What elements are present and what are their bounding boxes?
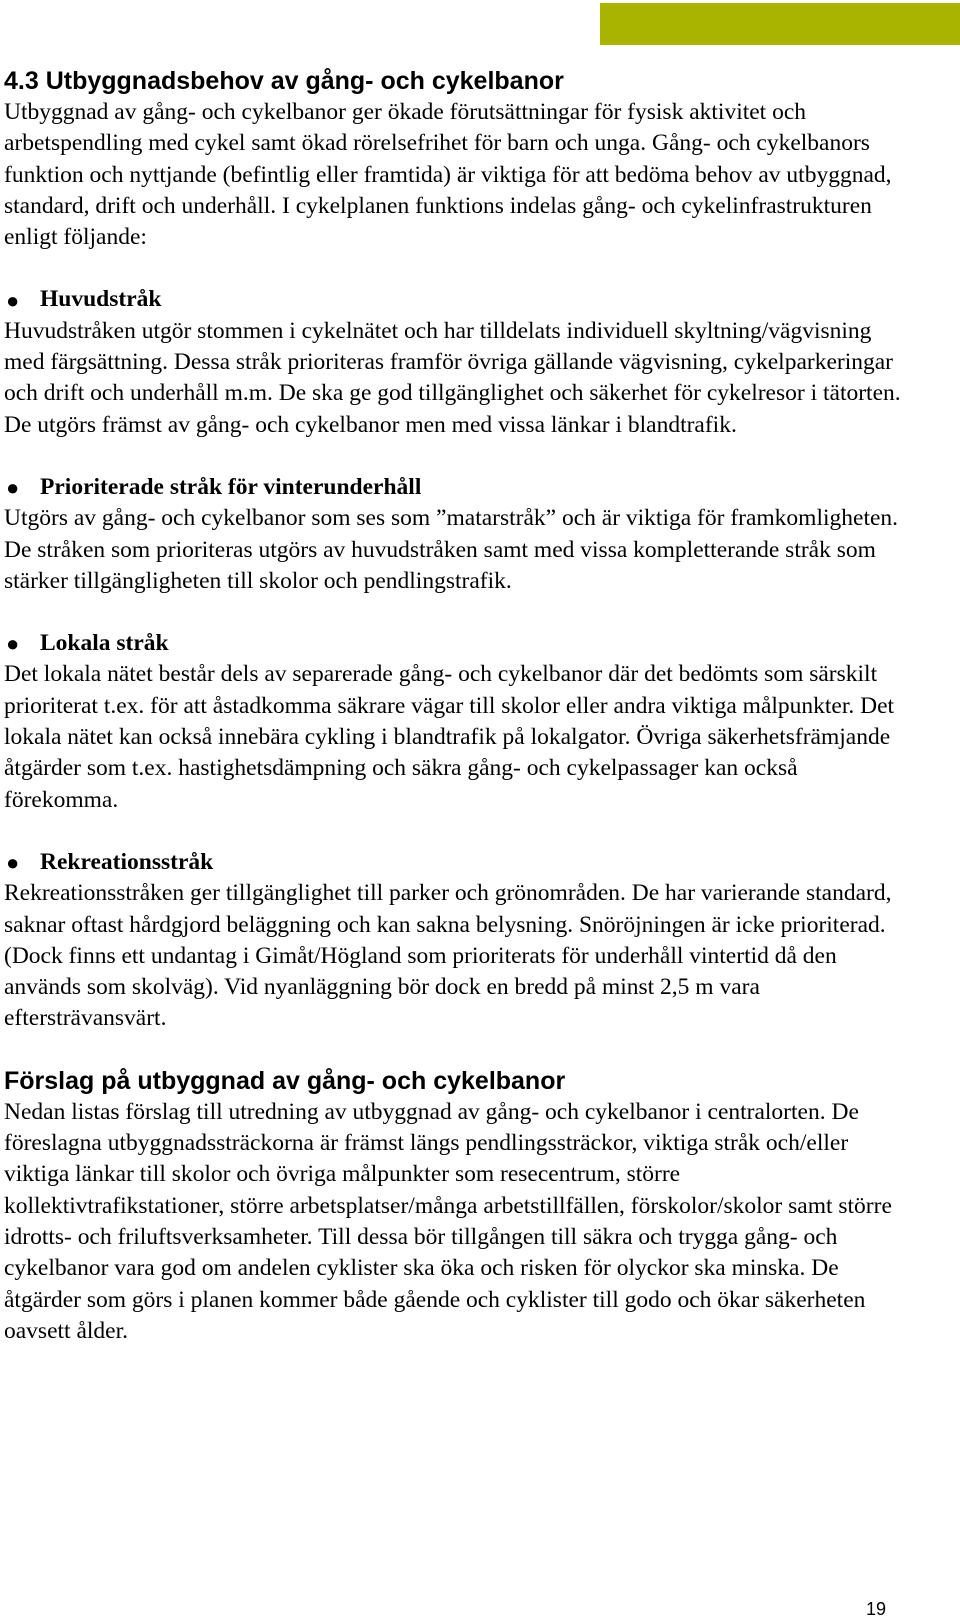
proposal-heading: Förslag på utbyggnad av gång- och cykelbanor: [4, 1066, 566, 1095]
category-paragraph: Utgörs av gång- och cykelbanor som ses som ”matarstråk” och är viktiga för framkomligheten. De stråken som prioriteras utgörs av huvudstråken samt med vissa kompletterande stråk som stärker tillgängligheten till skolor och pendlingstrafik.: [4, 505, 899, 594]
header-accent-bar: [600, 3, 960, 45]
intro-paragraph: Utbyggnad av gång- och cykelbanor ger ökade förutsättningar för fysisk aktivitet och arbetspendling med cykel samt ökad rörelsefrihet för barn och unga. Gång- och cykelbanors funktion och nyttjande (befintlig eller framtida) är viktiga för att bedöma behov av utbyggnad, standard, drift och underhåll. I cykelplanen funktions indelas gång- och cykelinfrastrukturen enligt följande:: [4, 99, 892, 251]
category-heading-rekreation: [4, 847, 904, 878]
bullet-icon: ●: [6, 850, 20, 876]
page-number: 19: [866, 1599, 887, 1619]
bullet-icon: ●: [6, 287, 20, 313]
category-heading-lokala: [4, 628, 904, 659]
category-heading-label: Huvudstråk: [40, 286, 162, 313]
category-paragraph: Rekreationsstråken ger tillgänglighet till parker och grönområden. De har varierande standard, saknar oftast hårdgjord beläggning och kan sakna belysning. Snöröjningen är icke prioriterad. (Dock finns ett undantag i Gimåt/Högland som prioriterats för underhåll vintertid då den används som skolväg). Vid nyanläggning bör dock en bredd på minst 2,5 m vara eftersträvansvärt.: [4, 880, 892, 1032]
category-paragraph: Det lokala nätet består dels av separerade gång- och cykelbanor där det bedömts som särskilt prioriterat t.ex. för att åstadkomma säkrare vägar till skolor eller andra viktiga målpunkter. Det lokala nätet kan också innebära cykling i blandtrafik på lokalgator. Övriga säkerhetsfrämjande åtgärder som t.ex. hastighetsdämpning och säkra gång- och cykelpassager kan också förekomma.: [4, 661, 895, 813]
category-heading-vinterunderhall: [4, 472, 904, 503]
bullet-icon: ●: [6, 475, 20, 501]
category-heading-label: Prioriterade stråk för vinterunderhåll: [40, 473, 422, 500]
category-heading-label: Lokala stråk: [40, 630, 169, 657]
category-paragraph: Huvudstråken utgör stommen i cykelnätet och har tilldelats individuell skyltning/vägvisning med färgsättning. Dessa stråk prioriteras framför övriga gällande vägvisning, cykelparkeringar och drift och underhåll m.m. De ska ge god tillgänglighet och säkerhet för cykelresor i tätorten. De utgörs främst av gång- och cykelbanor men med vissa länkar i blandtrafik.: [4, 317, 901, 438]
proposal-paragraph: Nedan listas förslag till utredning av utbyggnad av gång- och cykelbanor i centralorten. De föreslagna utbyggnadssträckorna är främst längs pendlingssträckor, viktiga stråk och/eller viktiga länkar till skolor och övriga målpunkter som resecentrum, större kollektivtrafikstationer, större arbetsplatser/många arbetstillfällen, förskolor/skolor samt större idrotts- och friluftsverksamheter. Till dessa bör tillgången till säkra och trygga gång- och cykelbanor vara god om andelen cyklister ska öka och risken för olyckor ska minska. De åtgärder som görs i planen kommer både gående och cyklister till godo och ökar säkerheten oavsett ålder.: [4, 1098, 892, 1344]
section-heading: 4.3 Utbyggnadsbehov av gång- och cykelbanor: [4, 67, 564, 95]
category-heading-label: Rekreationsstråk: [40, 848, 214, 875]
bullet-icon: ●: [6, 631, 20, 657]
category-heading-huvudstrak: [4, 284, 904, 315]
document-body: [4, 66, 904, 1347]
